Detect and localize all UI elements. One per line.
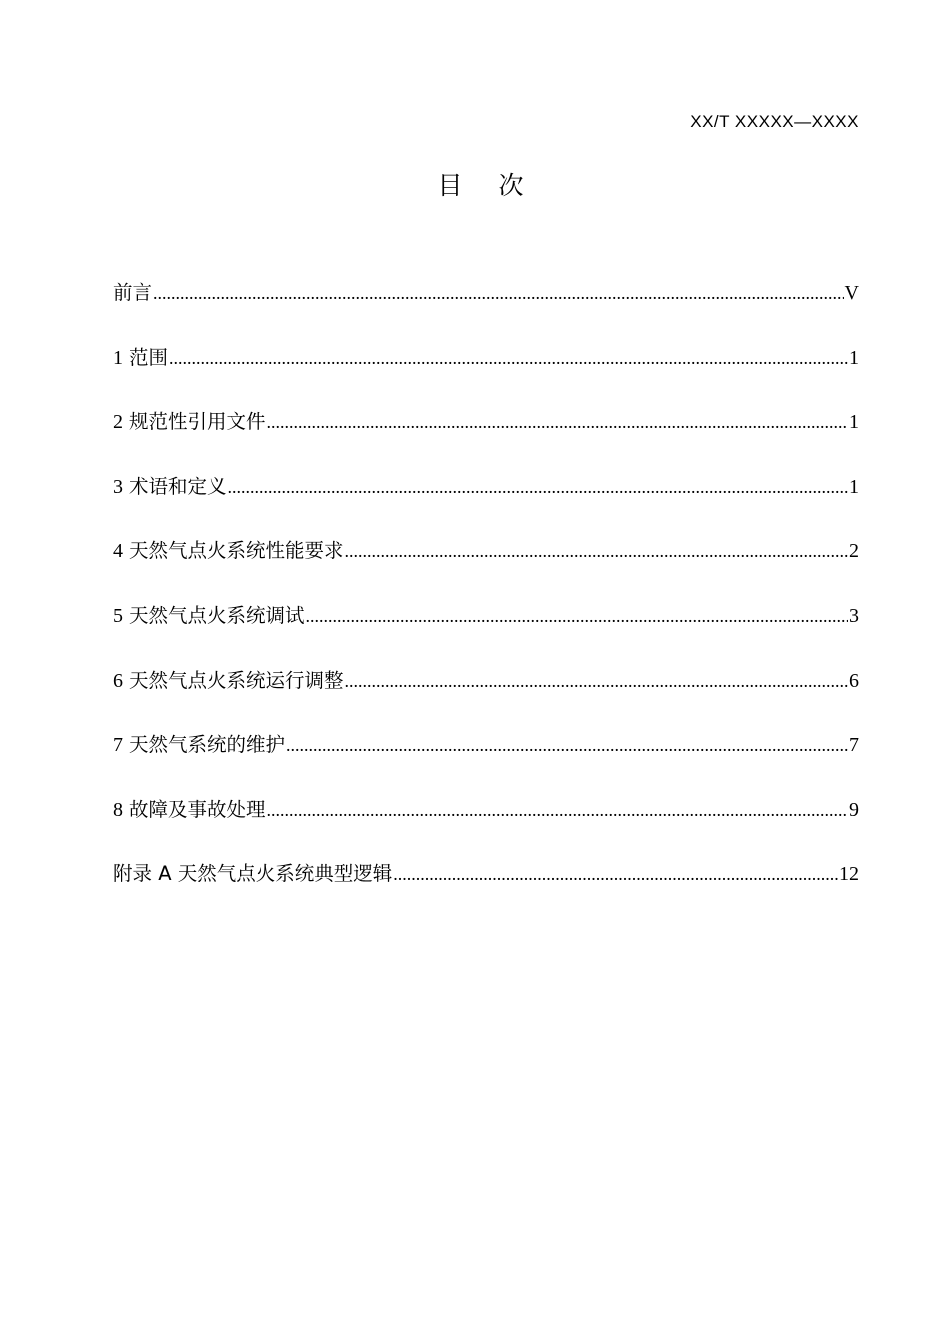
- dot-leader: [228, 468, 848, 506]
- toc-entry-label: 天然气系统的维护: [129, 733, 286, 757]
- dot-leader: [169, 339, 848, 377]
- toc-entry-number: 3: [113, 475, 123, 498]
- toc-entry-number: 8: [113, 798, 123, 821]
- dot-leader: [393, 855, 838, 893]
- toc-entry-scope[interactable]: [113, 339, 859, 404]
- toc-entry-terms-definitions[interactable]: [113, 468, 859, 533]
- toc-entry-page: 2: [849, 540, 859, 563]
- toc-entry-page: 6: [849, 669, 859, 692]
- dot-leader: [286, 726, 848, 764]
- document-code: XX/T XXXXX—XXXX: [690, 112, 859, 131]
- toc-entry-number: 1: [113, 346, 123, 369]
- dot-leader: [345, 532, 848, 570]
- dot-leader: [153, 274, 844, 312]
- dot-leader: [267, 791, 848, 829]
- toc-entry-number: 2: [113, 411, 123, 434]
- toc-entry-page: 1: [849, 411, 859, 434]
- table-of-contents: [113, 274, 859, 920]
- toc-entry-page: 1: [849, 346, 859, 369]
- toc-entry-page: 1: [849, 475, 859, 498]
- toc-entry-operation-adjustment[interactable]: [113, 662, 859, 727]
- toc-entry-label: 范围: [129, 345, 169, 369]
- toc-entry-fault-handling[interactable]: [113, 791, 859, 856]
- toc-entry-label: 规范性引用文件: [129, 410, 266, 434]
- toc-entry-number: 5: [113, 604, 123, 627]
- toc-entry-preface[interactable]: [113, 274, 859, 339]
- toc-entry-label: 前言: [113, 281, 153, 304]
- dot-leader: [345, 662, 848, 700]
- toc-entry-page: 9: [849, 798, 859, 821]
- toc-entry-page: 12: [839, 863, 859, 886]
- toc-entry-label: 故障及事故处理: [129, 797, 266, 821]
- toc-entry-commissioning[interactable]: [113, 597, 859, 662]
- toc-entry-appendix-a[interactable]: [113, 855, 859, 920]
- toc-entry-maintenance[interactable]: [113, 726, 859, 791]
- toc-entry-number: 4: [113, 540, 123, 563]
- toc-entry-page: 7: [849, 734, 859, 757]
- toc-entry-page: V: [844, 282, 859, 304]
- toc-entry-label: 术语和定义: [129, 474, 227, 498]
- toc-entry-label: 天然气点火系统调试: [129, 603, 305, 627]
- toc-entry-normative-references[interactable]: [113, 403, 859, 468]
- toc-entry-label: 天然气点火系统运行调整: [129, 668, 344, 692]
- toc-entry-page: 3: [849, 604, 859, 627]
- toc-entry-number: 6: [113, 669, 123, 692]
- toc-entry-label: 附录 A 天然气点火系统典型逻辑: [113, 862, 393, 886]
- toc-title: 目 次: [437, 171, 538, 200]
- dot-leader: [267, 403, 848, 441]
- dot-leader: [306, 597, 848, 635]
- toc-entry-number: 7: [113, 734, 123, 757]
- toc-entry-performance-requirements[interactable]: [113, 532, 859, 597]
- toc-entry-label: 天然气点火系统性能要求: [129, 539, 344, 563]
